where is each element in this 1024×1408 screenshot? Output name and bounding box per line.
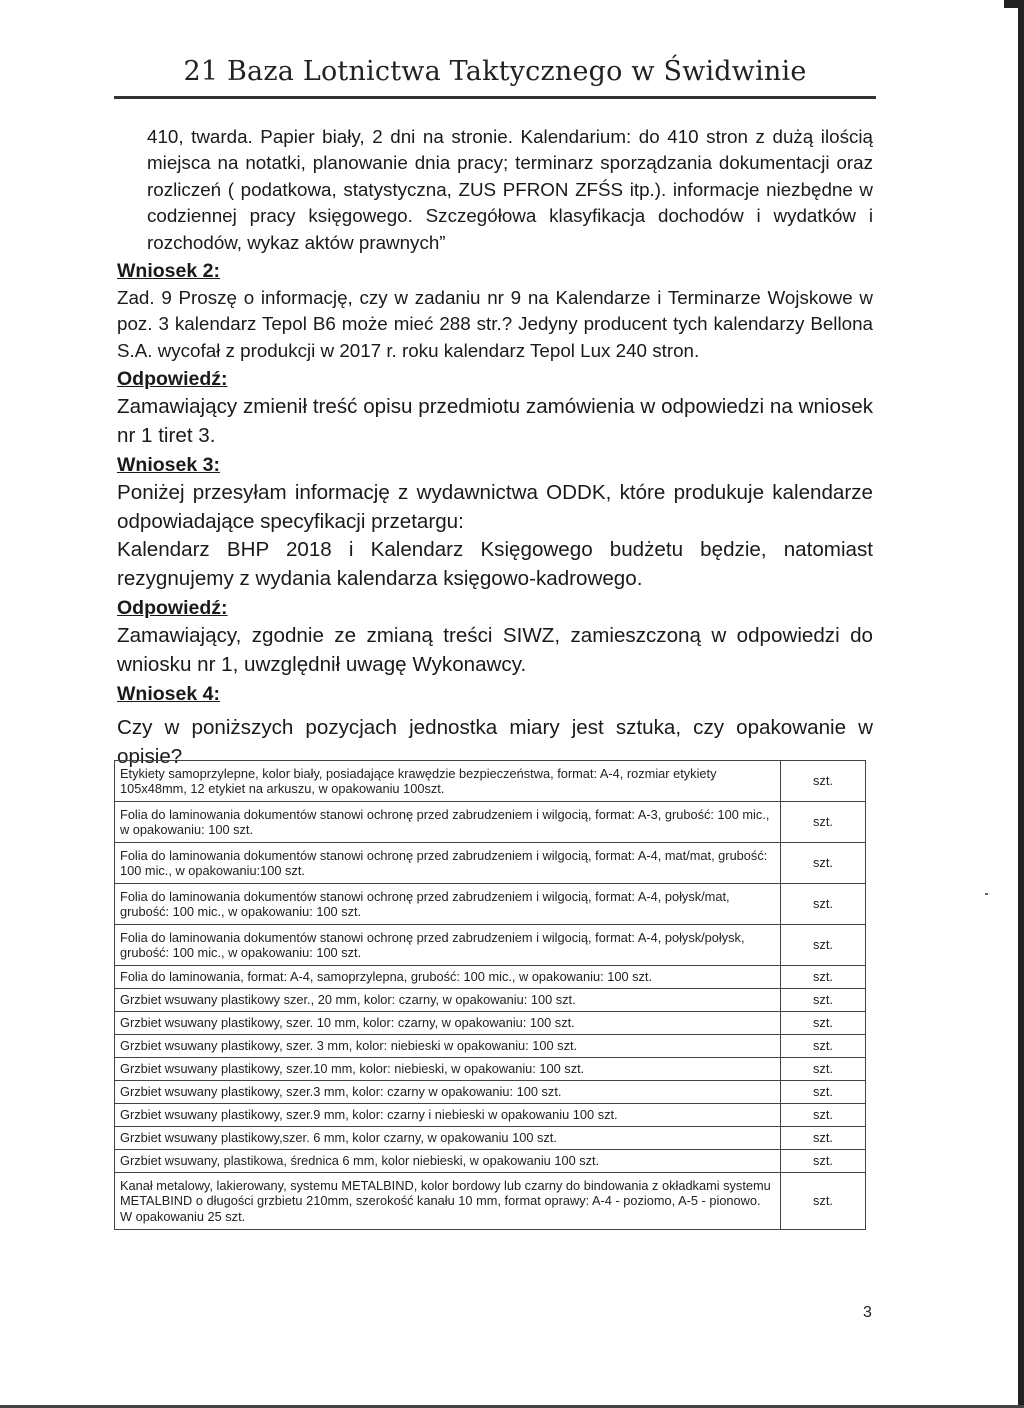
item-description: Grzbiet wsuwany plastikowy szer., 20 mm, kolor: czarny, w opakowaniu: 100 szt. (115, 989, 781, 1012)
scan-edge-corner (1004, 0, 1024, 8)
page-header-title: 21 Baza Lotnictwa Taktycznego w Świdwinie (183, 56, 807, 87)
item-unit: szt. (781, 843, 866, 884)
table-row (115, 1012, 866, 1035)
item-description: Grzbiet wsuwany plastikowy, szer. 3 mm, kolor: niebieski w opakowaniu: 100 szt. (115, 1035, 781, 1058)
table-row (115, 925, 866, 966)
table-row (115, 966, 866, 989)
item-description: Folia do laminowania, format: A-4, samoprzylepna, grubość: 100 mic., w opakowaniu: 100 szt. (115, 966, 781, 989)
table-row (115, 884, 866, 925)
item-description: Grzbiet wsuwany, plastikowa, średnica 6 mm, kolor niebieski, w opakowaniu 100 szt. (115, 1150, 781, 1173)
item-description: Etykiety samoprzylepne, kolor biały, posiadające krawędzie bezpieczeństwa, format: A-4, rozmiar etykiety 105x48mm, 12 etykiet na arkuszu, w opakowaniu 100szt. (115, 761, 781, 802)
wniosek-3-label: Wniosek 3: (117, 454, 220, 477)
odpowiedz-2-text: Zamawiający zmienił treść opisu przedmiotu zamówienia w odpowiedzi na wniosek nr 1 tiret 3. (117, 395, 873, 447)
document-body (117, 124, 873, 771)
table-row (115, 761, 866, 802)
item-description: Grzbiet wsuwany plastikowy,szer. 6 mm, kolor czarny, w opakowaniu 100 szt. (115, 1127, 781, 1150)
item-unit: szt. (781, 1127, 866, 1150)
item-unit: szt. (781, 1150, 866, 1173)
table-row (115, 1058, 866, 1081)
item-unit: szt. (781, 761, 866, 802)
item-description: Folia do laminowania dokumentów stanowi ochronę przed zabrudzeniem i wilgocią, format: A-3, grubość: 100 mic., w opakowaniu: 100 szt. (115, 802, 781, 843)
wniosek-2-label: Wniosek 2: (117, 260, 220, 283)
table-row (115, 1150, 866, 1173)
odpowiedz-2-label: Odpowiedź: (117, 368, 228, 391)
item-unit: szt. (781, 802, 866, 843)
item-unit: szt. (781, 1104, 866, 1127)
item-description: Grzbiet wsuwany plastikowy, szer. 10 mm, kolor: czarny, w opakowaniu: 100 szt. (115, 1012, 781, 1035)
table-row (115, 1081, 866, 1104)
item-unit: szt. (781, 1035, 866, 1058)
item-unit: szt. (781, 1058, 866, 1081)
scan-speck (985, 893, 988, 895)
item-unit: szt. (781, 1081, 866, 1104)
item-description: Grzbiet wsuwany plastikowy, szer.10 mm, kolor: niebieski, w opakowaniu: 100 szt. (115, 1058, 781, 1081)
item-unit: szt. (781, 966, 866, 989)
wniosek-4-label: Wniosek 4: (117, 683, 220, 706)
item-description: Kanał metalowy, lakierowany, systemu METALBIND, kolor bordowy lub czarny do bindowania z okładkami systemu METALBIND o długości grzbietu 210mm, szerokość kanału 10 mm, format oprawy: A-4 - poziomo, A-5 - pionowo. W opakowaniu 25 szt. (115, 1173, 781, 1230)
wniosek-4-question: Czy w poniższych pozycjach jednostka miary jest sztuka, czy opakowanie w opisie? (117, 716, 873, 768)
odpowiedz-3-label: Odpowiedź: (117, 597, 228, 620)
item-description: Folia do laminowania dokumentów stanowi ochronę przed zabrudzeniem i wilgocią, format: A-4, połysk/mat, grubość: 100 mic., w opakowaniu: 100 szt. (115, 884, 781, 925)
table-row (115, 1104, 866, 1127)
table-row (115, 989, 866, 1012)
scan-edge-right (1018, 0, 1024, 1408)
item-description: Folia do laminowania dokumentów stanowi ochronę przed zabrudzeniem i wilgocią, format: A-4, połysk/połysk, grubość: 100 mic., w opakowaniu: 100 szt. (115, 925, 781, 966)
table-row (115, 1173, 866, 1230)
wniosek-2-text: Zad. 9 Proszę o informację, czy w zadaniu nr 9 na Kalendarze i Terminarze Wojskowe w poz. 3 kalendarz Tepol B6 może mieć 288 str.? Jedyny producent tych kalendarzy Bellona S.A. wycofał z produkcji w 2017 r. roku kalendarz Tepol Lux 240 stron. (117, 287, 873, 361)
wniosek-3-text-1: Poniżej przesyłam informację z wydawnictwa ODDK, które produkuje kalendarze odpowiadające specyfikacji przetargu: (117, 481, 873, 533)
odpowiedz-3-text: Zamawiający, zgodnie ze zmianą treści SIWZ, zamieszczoną w odpowiedzi do wniosku nr 1, uwzględnił uwagę Wykonawcy. (117, 624, 873, 676)
table-row (115, 1127, 866, 1150)
item-description: Grzbiet wsuwany plastikowy, szer.3 mm, kolor: czarny w opakowaniu: 100 szt. (115, 1081, 781, 1104)
item-unit: szt. (781, 1012, 866, 1035)
item-description: Grzbiet wsuwany plastikowy, szer.9 mm, kolor: czarny i niebieski w opakowaniu 100 szt. (115, 1104, 781, 1127)
item-description: Folia do laminowania dokumentów stanowi ochronę przed zabrudzeniem i wilgocią, format: A-4, mat/mat, grubość: 100 mic., w opakowaniu:100 szt. (115, 843, 781, 884)
item-unit: szt. (781, 989, 866, 1012)
item-unit: szt. (781, 925, 866, 966)
wniosek-3-text-2: Kalendarz BHP 2018 i Kalendarz Księgowego budżetu będzie, natomiast rezygnujemy z wydania kalendarza księgowo-kadrowego. (117, 538, 873, 590)
items-table (114, 760, 866, 1230)
item-unit: szt. (781, 884, 866, 925)
table-row (115, 1035, 866, 1058)
table-row (115, 843, 866, 884)
item-unit: szt. (781, 1173, 866, 1230)
header-divider (114, 96, 876, 99)
table-row (115, 802, 866, 843)
page-number: 3 (863, 1304, 872, 1321)
intro-paragraph: 410, twarda. Papier biały, 2 dni na stronie. Kalendarium: do 410 stron z dużą ilością miejsca na notatki, planowanie dnia pracy; terminarz sporządzania dokumentacji oraz rozliczeń ( podatkowa, statystyczna, ZUS PFRON ZFŚS itp.). informacje niezbędne w codziennej pracy księgowego. Szczegółowa klasyfikacja dochodów i wydatków i rozchodów, wykaz aktów prawnych” (147, 126, 873, 253)
